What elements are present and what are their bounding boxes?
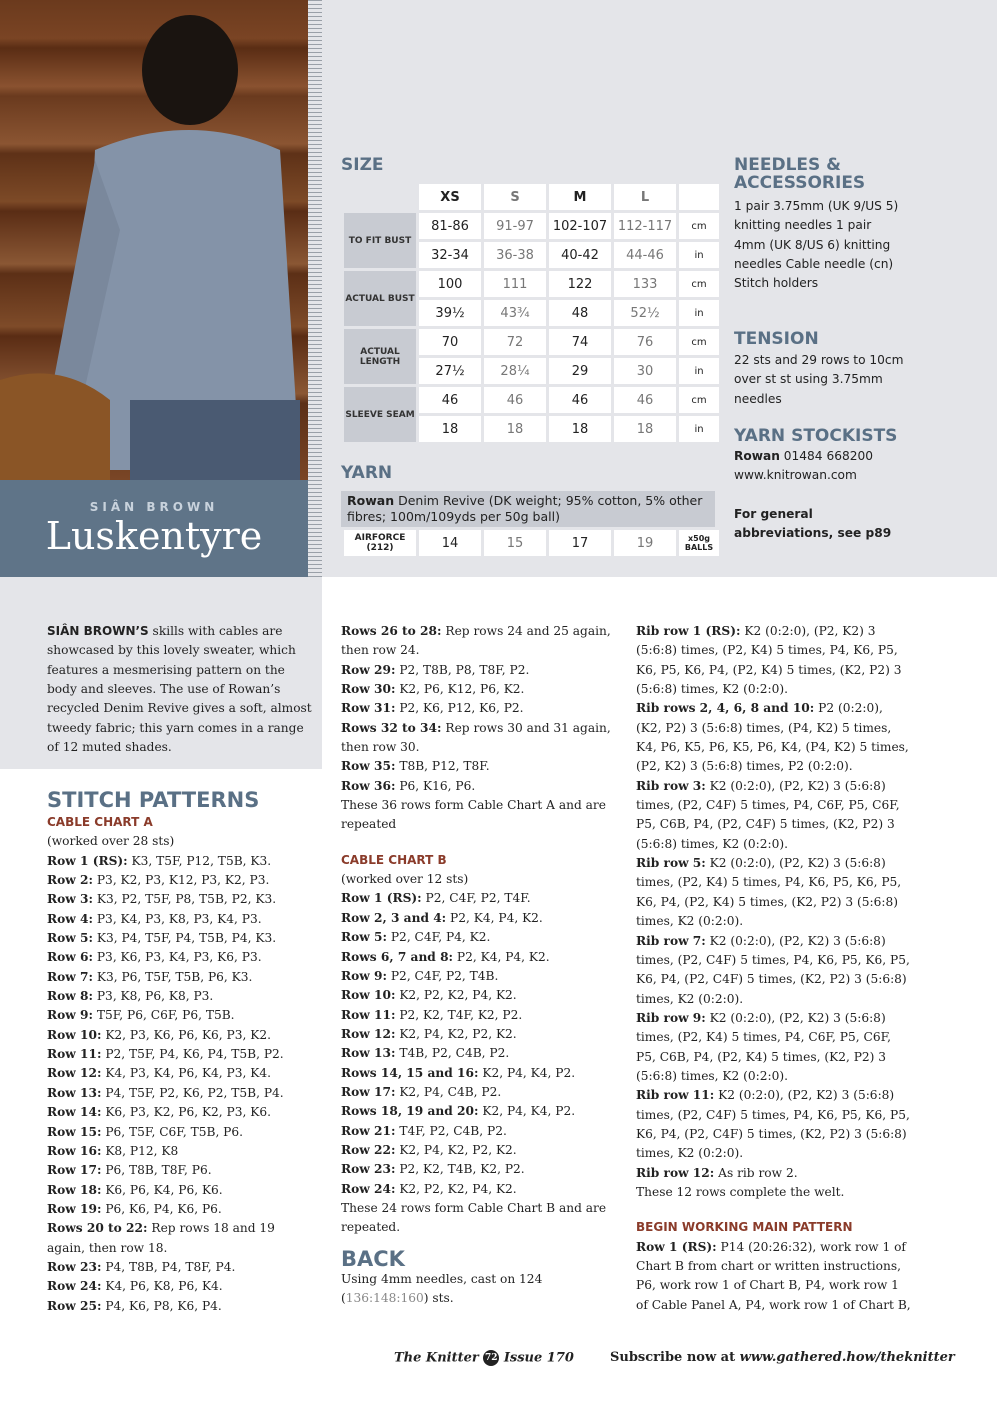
row-label: Rib row 11: <box>636 1088 715 1103</box>
cell: 18 <box>614 416 676 442</box>
instruction-row <box>341 1180 611 1199</box>
row-text: P2 (0:2:0), (K2, P2) 3 (5:6:8) times, (P4, K2) 5 times, K4, P6, K5, P6, K5, P6, K4, (P4, K2) 5 times, (P2, K2) 3 (5:6:8) times, P2 (0:2:0). <box>636 701 909 774</box>
row-text: As rib row 2. <box>714 1165 798 1180</box>
row-text: K6, P6, K4, P6, K6. <box>101 1182 223 1197</box>
instruction-row <box>341 1122 611 1141</box>
rib-rows <box>636 622 911 1183</box>
instruction-row <box>47 910 312 929</box>
row-label: Row 6: <box>47 950 93 965</box>
cell: 111 <box>484 271 546 297</box>
spiral-binding <box>308 0 322 600</box>
row-text: K2 (0:2:0), (P2, K2) 3 (5:6:8) times, (P2, K4) 5 times, P4, C6F, P5, C6F, P5, C6B, P4, (P2, K4) 5 times, (K2, P2) 3 (5:6:8) times, K2 (0:2:0). <box>636 1010 892 1083</box>
yarn-desc: Denim Revive (DK weight; 95% cotton, 5% other fibres; 100m/109yds per 50g ball) <box>347 493 703 524</box>
instruction-row <box>341 757 611 776</box>
intro-lead: SIÂN BROWN’S <box>47 624 149 638</box>
row-text: K2, P3, K6, P6, K6, P3, K2. <box>101 1027 271 1042</box>
chartB-note: (worked over 12 sts) <box>341 872 469 887</box>
cell: 122 <box>549 271 611 297</box>
instruction-row <box>341 889 611 908</box>
instruction-row <box>341 967 611 986</box>
row-text: P2, C4F, P2, T4F. <box>421 891 531 906</box>
cell: 102-107 <box>549 213 611 239</box>
row-label: Rows 20 to 22: <box>47 1221 148 1236</box>
instruction-row <box>47 1277 312 1296</box>
row-text: K2, P4, K2, P2, K2. <box>395 1026 517 1041</box>
instruction-row <box>47 1161 312 1180</box>
instruction-row <box>636 1164 911 1183</box>
row-label: Row 3: <box>47 892 93 907</box>
yarn-brand: Rowan <box>347 493 395 508</box>
row-label: Row 17: <box>47 1163 102 1178</box>
unit-cell: cm <box>679 329 719 355</box>
cell: 44-46 <box>614 242 676 268</box>
row-text: P2, C4F, P4, K2. <box>386 930 491 945</box>
row-label: Row 10: <box>47 1027 102 1042</box>
instruction-row <box>636 854 911 931</box>
instruction-row <box>341 909 611 928</box>
row-text: P2, T5F, P4, K6, P4, T5B, P2. <box>101 1047 284 1062</box>
row-label: Row 23: <box>47 1259 102 1274</box>
cell: 14 <box>419 530 481 556</box>
instruction-row <box>636 699 911 776</box>
unit-cell: x50g BALLS <box>679 530 719 556</box>
row-text: K2, P4, K4, P2. <box>478 1065 576 1080</box>
row-label: Row 9: <box>47 1008 93 1023</box>
cell: 28¼ <box>484 358 546 384</box>
size-table <box>341 181 722 445</box>
row-label: Row 8: <box>47 989 93 1004</box>
row-label: Rib row 3: <box>636 778 706 793</box>
chartB-end: These 24 rows form Cable Chart B and are repeated. <box>341 1200 607 1235</box>
row-text: T5F, P6, C6F, P6, T5B. <box>92 1008 235 1023</box>
instruction-row <box>47 987 312 1006</box>
instruction-row <box>47 948 312 967</box>
size-heading: SIZE <box>341 155 384 175</box>
footer-issue: Issue 170 <box>503 1350 574 1366</box>
instruction-row <box>341 661 611 680</box>
cell: 36-38 <box>484 242 546 268</box>
cell: 18 <box>484 416 546 442</box>
row-label: Row 13: <box>341 1046 396 1061</box>
row-label: Rows 32 to 34: <box>341 720 442 735</box>
instruction-row <box>47 1258 312 1277</box>
row-text: K2 (0:2:0), (P2, K2) 3 (5:6:8) times, (P2, C4F) 5 times, P4, K6, P5, K6, P5, K6, P4, (P2, C4F) 5 times, (K2, P2) 3 (5:6:8) times, K2 (0:2:0). <box>636 1088 910 1161</box>
row-text: K2 (0:2:0), (P2, K2) 3 (5:6:8) times, (P2, C4F) 5 times, P4, C6F, P5, C6F, P5, C6B, P4, (P2, C4F) 5 times, (K2, P2) 3 (5:6:8) times, K2 (0:2:0). <box>636 778 900 851</box>
row-text: P2, C4F, P2, T4B. <box>386 968 499 983</box>
row-text: K6, P3, K2, P6, K2, P3, K6. <box>101 1105 271 1120</box>
rib-end: These 12 rows complete the welt. <box>636 1184 845 1199</box>
instruction-row <box>47 1026 312 1045</box>
main-heading: BEGIN WORKING MAIN PATTERN <box>636 1220 853 1235</box>
row-label: Row 19: <box>47 1201 102 1216</box>
row-text: K4, P6, K8, P6, K4. <box>101 1279 223 1294</box>
row-label: Row 11: <box>47 1047 102 1062</box>
col1 <box>47 813 312 1316</box>
row-label: Row 14: <box>47 1105 102 1120</box>
chartA-heading: CABLE CHART A <box>47 815 153 829</box>
row-label: Row 18: <box>47 1182 102 1197</box>
page-number: 72 <box>483 1350 499 1366</box>
row-text: P3, K8, P6, K8, P3. <box>92 989 214 1004</box>
back-heading: BACK <box>341 1246 405 1271</box>
row-label: Rows 14, 15 and 16: <box>341 1065 479 1080</box>
row-label: Row 5: <box>47 931 93 946</box>
cell: 15 <box>484 530 546 556</box>
row-label: Row 22: <box>341 1142 396 1157</box>
row-text: P2, K4, P4, K2. <box>453 949 550 964</box>
row-label: Rib row 1 (RS): <box>636 624 741 638</box>
cell: 40-42 <box>549 242 611 268</box>
instruction-row <box>341 680 611 699</box>
row-text: K2, P2, K2, P4, K2. <box>395 988 517 1003</box>
row-text: K2, P4, C4B, P2. <box>395 1084 502 1099</box>
instruction-row <box>341 1083 611 1102</box>
size-header: S <box>484 184 546 210</box>
stitch-heading: STITCH PATTERNS <box>47 788 260 812</box>
cell: 17 <box>549 530 611 556</box>
row-text: K2 (0:2:0), (P2, K2) 3 (5:6:8) times, (P2, K4) 5 times, P4, K6, P5, K6, P5, K6, P4, (P2, K4) 5 times, (K2, P2) 3 (5:6:8) times, K2 (0:2:0). <box>636 856 902 929</box>
cell: 81-86 <box>419 213 481 239</box>
instruction-row <box>341 948 611 967</box>
cell: 70 <box>419 329 481 355</box>
row-label: Row 1 (RS): <box>47 853 128 868</box>
row-label: Row 11: <box>341 1007 396 1022</box>
row-text: P2, K2, T4B, K2, P2. <box>395 1162 525 1177</box>
row-text: P6, K16, P6. <box>395 778 476 793</box>
pattern-author: SIÂN BROWN <box>89 500 219 514</box>
unit-cell: cm <box>679 213 719 239</box>
row-text: P3, K2, P3, K12, P3, K2, P3. <box>92 873 270 888</box>
instruction-row <box>341 1102 611 1121</box>
row-text: T4F, P2, C4B, P2. <box>395 1123 507 1138</box>
cell: 46 <box>419 387 481 413</box>
row-label: Rib row 5: <box>636 856 706 871</box>
back-sizes: 136:148:160 <box>345 1291 424 1305</box>
instruction-row <box>341 928 611 947</box>
chartA-rows-cont <box>341 622 611 796</box>
instruction-row <box>341 1160 611 1179</box>
instruction-row <box>47 929 312 948</box>
unit-cell: in <box>679 358 719 384</box>
row-label: ACTUAL LENGTH <box>344 329 416 384</box>
cell: 74 <box>549 329 611 355</box>
row-label: TO FIT BUST <box>344 213 416 268</box>
row-label: Rib rows 2, 4, 6, 8 and 10: <box>636 701 815 716</box>
row-label: Row 1 (RS): <box>341 891 422 906</box>
row-label: Row 2: <box>47 873 93 888</box>
unit-cell: in <box>679 416 719 442</box>
instruction-row <box>636 777 911 854</box>
row-text: P6, T5F, C6F, T5B, P6. <box>101 1124 244 1139</box>
instruction-row <box>47 1219 312 1258</box>
main-lead: Row 1 (RS): <box>636 1239 717 1254</box>
cell: 91-97 <box>484 213 546 239</box>
size-header: XS <box>419 184 481 210</box>
instruction-row <box>47 968 312 987</box>
main-text <box>636 1238 911 1315</box>
row-label: Row 24: <box>341 1181 396 1196</box>
row-label: Row 23: <box>341 1162 396 1177</box>
yarn-heading: YARN <box>341 463 393 483</box>
row-label: Row 35: <box>341 759 396 774</box>
cell: 76 <box>614 329 676 355</box>
row-text: P2, T8B, P8, T8F, P2. <box>395 662 530 677</box>
instruction-row <box>636 932 911 1009</box>
row-label: Row 2, 3 and 4: <box>341 910 447 925</box>
needles-heading: NEEDLES & ACCESSORIES <box>734 155 866 193</box>
row-label: Row 24: <box>47 1279 102 1294</box>
instruction-row <box>341 1064 611 1083</box>
instruction-row <box>341 777 611 796</box>
row-text: K8, P12, K8 <box>101 1143 179 1158</box>
cell: 48 <box>549 300 611 326</box>
col3 <box>636 622 911 1315</box>
row-text: P4, K6, P8, K6, P4. <box>101 1298 222 1313</box>
cell: 29 <box>549 358 611 384</box>
needles-text: 1 pair 3.75mm (UK 9/US 5) knitting needles 1 pair 4mm (UK 8/US 6) knitting needles Cable needle (cn) Stitch holders <box>734 199 899 291</box>
cell: 18 <box>419 416 481 442</box>
cell: 52½ <box>614 300 676 326</box>
row-text: K2, P6, K12, P6, K2. <box>395 682 525 697</box>
chartB-rows <box>341 889 611 1199</box>
instruction-row <box>341 622 611 661</box>
cell: 133 <box>614 271 676 297</box>
instruction-row <box>47 871 312 890</box>
row-text: K3, P6, T5F, T5B, P6, K3. <box>92 969 253 984</box>
stockist-url: www.knitrowan.com <box>734 468 857 483</box>
row-label: Row 12: <box>341 1026 396 1041</box>
row-text: P6, K6, P4, K6, P6. <box>101 1201 222 1216</box>
instruction-row <box>47 1064 312 1083</box>
intro-text <box>47 622 312 757</box>
stockists-heading: YARN STOCKISTS <box>734 426 898 446</box>
instruction-row <box>341 1025 611 1044</box>
footer-sub: Subscribe now at <box>610 1350 740 1365</box>
back-text <box>341 1270 611 1309</box>
row-label: Row 29: <box>341 662 396 677</box>
row-text: K2 (0:2:0), (P2, K2) 3 (5:6:8) times, (P2, C4F) 5 times, P4, K6, P5, K6, P5, K6, P4, (P2, C4F) 5 times, (K2, P2) 3 (5:6:8) times, K2 (0:2:0). <box>636 933 910 1006</box>
row-label: Rib row 9: <box>636 1010 706 1025</box>
col2 <box>341 622 611 1308</box>
row-label: Row 7: <box>47 969 93 984</box>
stockist-phone: 01484 668200 <box>779 449 873 463</box>
instruction-row <box>47 1006 312 1025</box>
cell: 46 <box>484 387 546 413</box>
yarn-amounts <box>341 530 722 556</box>
row-label: Rows 6, 7 and 8: <box>341 949 454 964</box>
instruction-row <box>341 1044 611 1063</box>
instruction-row <box>47 1181 312 1200</box>
cell: 46 <box>614 387 676 413</box>
row-text: P6, T8B, T8F, P6. <box>101 1163 212 1178</box>
row-text: Rep rows 24 and 25 again, then row 24. <box>341 624 611 658</box>
stockists-text <box>734 447 934 486</box>
row-label: Row 9: <box>341 968 387 983</box>
intro-body: skills with cables are showcased by this lovely sweater, which features a mesmerising pattern on the body and sleeves. The use of Rowan’s recycled Denim Revive gives a soft, almost tweedy fabric; this yarn comes in a range of 12 muted shades. <box>47 624 312 755</box>
abbrev-note: For general abbreviations, see p89 <box>734 507 892 541</box>
row-text: T4B, P2, C4B, P2. <box>395 1046 510 1061</box>
stockist-brand: Rowan <box>734 449 780 463</box>
size-header: L <box>614 184 676 210</box>
row-text: P2, K2, T4F, K2, P2. <box>395 1007 523 1022</box>
row-text: K3, P4, T5F, P4, T5B, P4, K3. <box>92 931 277 946</box>
instruction-row <box>341 1141 611 1160</box>
back-text-a: Using 4mm needles, cast on 124 ( <box>341 1271 543 1305</box>
footer-mag: The Knitter <box>394 1350 479 1366</box>
size-header: M <box>549 184 611 210</box>
instruction-row <box>47 890 312 909</box>
row-text: K4, P3, K4, P6, K4, P3, K4. <box>101 1066 271 1081</box>
instruction-row <box>341 699 611 718</box>
row-label: Row 16: <box>47 1143 102 1158</box>
row-label: Row 15: <box>47 1124 102 1139</box>
row-label: Row 4: <box>47 911 93 926</box>
chartA-rows <box>47 852 312 1316</box>
cell: 46 <box>549 387 611 413</box>
instruction-row <box>47 1142 312 1161</box>
footer-url: www.gathered.how/theknitter <box>739 1350 955 1365</box>
unit-cell: cm <box>679 387 719 413</box>
row-label: SLEEVE SEAM <box>344 387 416 442</box>
footer-subscribe <box>610 1350 955 1365</box>
cell: 32-34 <box>419 242 481 268</box>
unit-cell: cm <box>679 271 719 297</box>
instruction-row <box>47 852 312 871</box>
row-label: Rib row 7: <box>636 933 706 948</box>
tension-text: 22 sts and 29 rows to 10cm over st st using 3.75mm needles <box>734 353 904 406</box>
unit-cell: in <box>679 300 719 326</box>
instruction-row <box>636 622 911 699</box>
chartA-note: (worked over 28 sts) <box>47 834 175 849</box>
row-label: Row 21: <box>341 1123 396 1138</box>
yarn-colour: AIRFORCE (212) <box>344 530 416 556</box>
row-label: Row 30: <box>341 682 396 697</box>
row-text: T8B, P12, T8F. <box>395 759 490 774</box>
cell: 30 <box>614 358 676 384</box>
row-label: Row 10: <box>341 988 396 1003</box>
row-text: K2, P4, K4, P2. <box>478 1104 576 1119</box>
row-label: Row 17: <box>341 1084 396 1099</box>
row-label: Row 31: <box>341 701 396 716</box>
row-text: P4, T8B, P4, T8F, P4. <box>101 1259 236 1274</box>
chartA-end: These 36 rows form Cable Chart A and are repeated <box>341 798 606 832</box>
cell: 39½ <box>419 300 481 326</box>
row-label: Rows 18, 19 and 20: <box>341 1104 479 1119</box>
row-text: K2, P2, K2, P4, K2. <box>395 1181 517 1196</box>
row-label: Row 13: <box>47 1085 102 1100</box>
instruction-row <box>47 1103 312 1122</box>
row-text: P2, K4, P4, K2. <box>446 910 543 925</box>
tension-heading: TENSION <box>734 329 819 349</box>
main-body: P14 (20:26:32), work row 1 of Chart B from chart or written instructions, P6, work row 1 of Chart B, P4, work row 1 of Cable Panel A, P4, work row 1 of Chart B, <box>636 1239 911 1312</box>
row-text: P4, T5F, P2, K6, P2, T5B, P4. <box>101 1085 284 1100</box>
row-text: Rep rows 30 and 31 again, then row 30. <box>341 720 611 755</box>
instruction-row <box>47 1123 312 1142</box>
cell: 112-117 <box>614 213 676 239</box>
chartB-heading: CABLE CHART B <box>341 852 447 867</box>
instruction-row <box>636 1086 911 1163</box>
instruction-row <box>47 1297 312 1316</box>
cell: 18 <box>549 416 611 442</box>
cell: 27½ <box>419 358 481 384</box>
sweater-photo-illustration <box>0 0 308 480</box>
cell: 72 <box>484 329 546 355</box>
row-text: P3, K4, P3, K8, P3, K4, P3. <box>92 911 262 926</box>
row-text: K2, P4, K2, P2, K2. <box>395 1142 517 1157</box>
row-text: Rep rows 18 and 19 again, then row 18. <box>47 1221 275 1255</box>
cell: 43¾ <box>484 300 546 326</box>
row-label: Row 5: <box>341 930 387 945</box>
row-label: Rows 26 to 28: <box>341 624 442 638</box>
instruction-row <box>47 1084 312 1103</box>
instruction-row <box>341 719 611 758</box>
instruction-row <box>341 1006 611 1025</box>
row-text: K2 (0:2:0), (P2, K2) 3 (5:6:8) times, (P2, K4) 5 times, P4, K6, P5, K6, P5, K6, P4, (P2, K4) 5 times, (K2, P2) 3 (5:6:8) times, K2 (0:2:0). <box>636 624 902 697</box>
row-text: K3, P2, T5F, P8, T5B, P2, K3. <box>92 892 277 907</box>
unit-cell: in <box>679 242 719 268</box>
row-label: Rib row 12: <box>636 1165 715 1180</box>
instruction-row <box>636 1009 911 1086</box>
cell: 19 <box>614 530 676 556</box>
cell: 100 <box>419 271 481 297</box>
row-label: ACTUAL BUST <box>344 271 416 326</box>
model-photo <box>0 0 308 480</box>
row-label: Row 25: <box>47 1298 102 1313</box>
yarn-description <box>341 491 715 527</box>
row-text: K3, T5F, P12, T5B, K3. <box>127 853 272 868</box>
footer-magazine <box>394 1350 574 1366</box>
instruction-row <box>47 1045 312 1064</box>
row-label: Row 12: <box>47 1066 102 1081</box>
row-label: Row 36: <box>341 778 396 793</box>
row-text: P3, K6, P3, K4, P3, K6, P3. <box>92 950 262 965</box>
instruction-row <box>47 1200 312 1219</box>
row-text: P2, K6, P12, K6, P2. <box>395 701 524 716</box>
back-text-b: ) sts. <box>423 1291 454 1305</box>
instruction-row <box>341 986 611 1005</box>
pattern-title: Luskentyre <box>45 514 263 558</box>
